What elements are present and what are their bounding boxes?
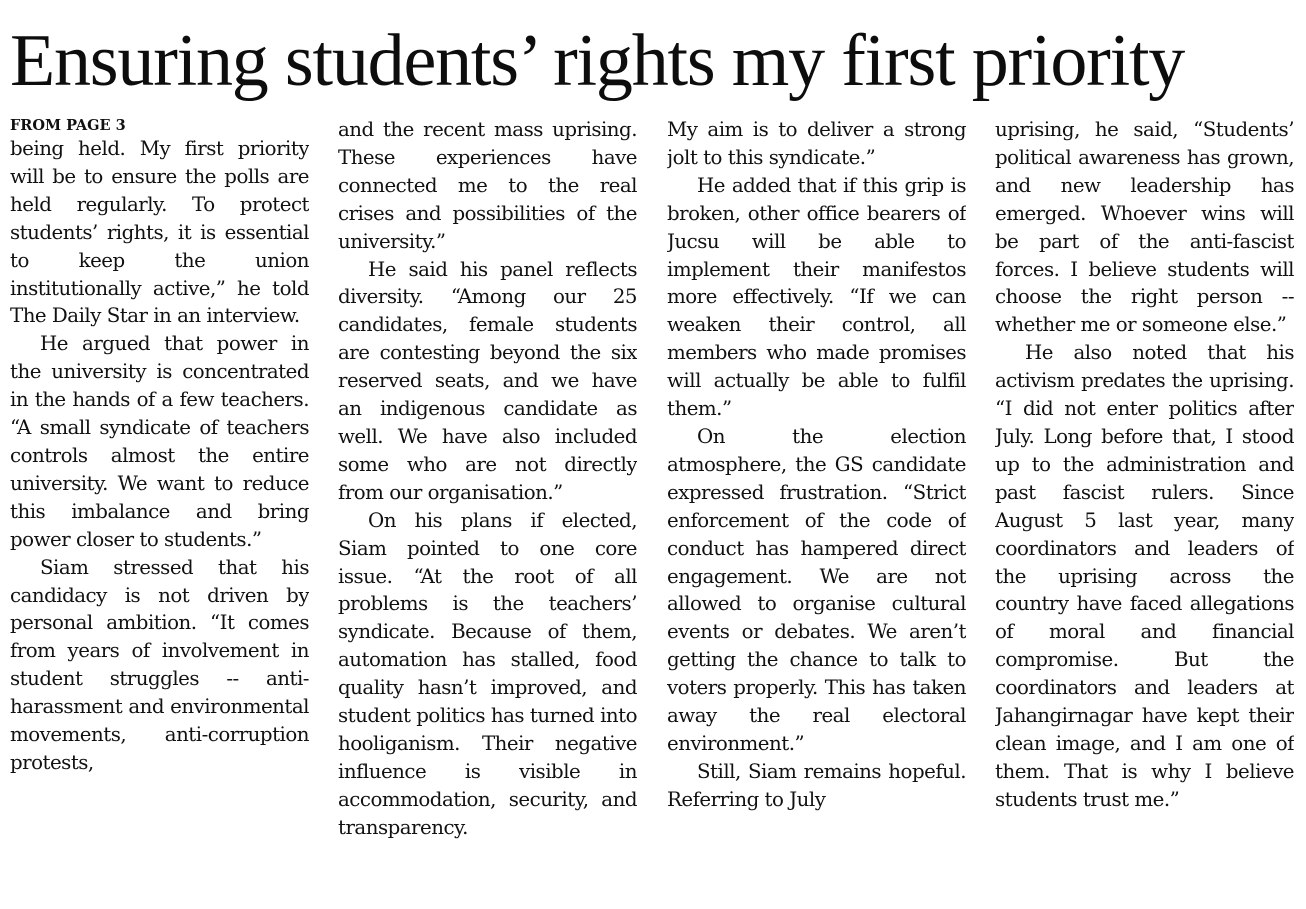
paragraph: He added that if this grip is broken, other office bearers of Jucsu will be able to implement their manifestos more effectively. “If we can weaken their control, all members who made promises will actually be able to fulfil them.” [667, 173, 966, 421]
article-column-3 [667, 116, 966, 896]
paragraph: He argued that power in the university is concentrated in the hands of a few teachers. “A small syndicate of teachers controls almost the entire university. We want to reduce this imbalance and bring power closer to students.” [10, 332, 309, 551]
continuation-kicker: FROM PAGE 3 [10, 117, 126, 134]
article-column-4 [995, 116, 1294, 896]
paragraph: My aim is to deliver a strong jolt to this syndicate.” [667, 118, 966, 169]
headline: Ensuring students’ rights my first priority [10, 20, 1185, 102]
paragraph: uprising, he said, “Students’ political awareness has grown, and new leadership has emerged. Whoever wins will be part of the anti-fascist forces. I believe students will choose the right person -- whether me or someone else.” [995, 118, 1294, 337]
paragraph: Siam stressed that his candidacy is not driven by personal ambition. “It comes from years of involvement in student struggles -- anti-harassment and environmental movements, anti-corruption protests, [10, 555, 309, 774]
paragraph: Still, Siam remains hopeful. Referring to July [667, 759, 966, 811]
paragraph: On the election atmosphere, the GS candidate expressed frustration. “Strict enforcement of the code of conduct has hampered direct engagement. We are not allowed to organise cultural events or debates. We aren’t getting the chance to talk to voters properly. This has taken away the real electoral environment.” [667, 424, 966, 755]
paragraph: He also noted that his activism predates the uprising. “I did not enter politics after July. Long before that, I stood up to the administration and past fascist rulers. Since August 5 last year, many coordinators and leaders of the uprising across the country have faced allegations of moral and financial compromise. But the coordinators and leaders at Jahangirnagar have kept their clean image, and I am one of them. That is why I believe students trust me.” [995, 341, 1294, 811]
paragraph: and the recent mass uprising. These experiences have connected me to the real crises and possibilities of the university.” [338, 118, 637, 253]
article-column-1 [10, 117, 309, 897]
article-column-2 [338, 116, 637, 896]
paragraph: On his plans if elected, Siam pointed to one core issue. “At the root of all problems is the teachers’ syndicate. Because of them, automation has stalled, food quality hasn’t improved, and student politics has turned into hooliganism. Their negative influence is visible in accommodation, security, and transparency. [338, 508, 637, 839]
paragraph: He said his panel reflects diversity. “Among our 25 candidates, female students are contesting beyond the six reserved seats, and we have an indigenous candidate as well. We have also included some who are not directly from our organisation.” [338, 257, 637, 504]
paragraph: being held. My first priority will be to ensure the polls are held regularly. To protect students’ rights, it is essential to keep the union institutionally active,” he told The Daily Star in an interview. [10, 137, 309, 328]
